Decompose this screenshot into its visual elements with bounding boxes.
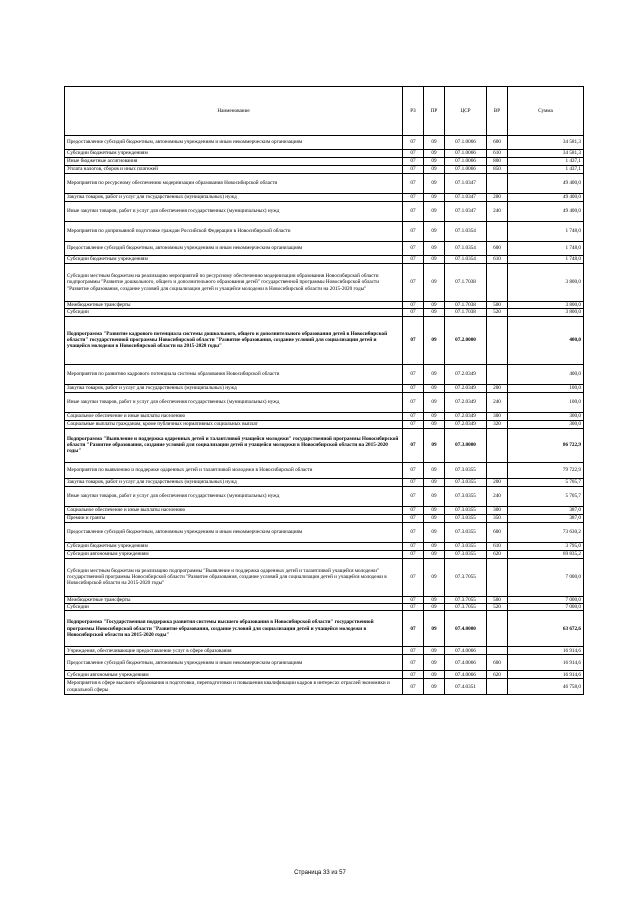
cell-pr: 09 [424,478,445,486]
cell-csr: 07.4.0066 [445,655,487,671]
header-pr: ПР [424,87,445,136]
cell-rz: 07 [403,364,424,384]
cell-vr: 600 [487,655,508,671]
cell-name: Предоставление субсидий бюджетным, автономным учреждениям и иным некоммерческим организациям [65,655,403,671]
cell-rz: 07 [403,166,424,174]
header-name: Наименование [65,87,403,136]
cell-vr: 610 [487,542,508,550]
cell-csr: 07.1.0347 [445,202,487,222]
cell-pr: 09 [424,596,445,603]
cell-vr: 240 [487,392,508,412]
cell-csr: 07.4.0000 [445,611,487,647]
cell-name: Подпрограмма "Выявление и поддержка одаренных детей и талантливой учащейся молодежи" государственной программы Новосибирской области "Развитие образования, создание условий для социализации детей и учащейся молодежи в Новосибирской области на 2015-2020 годы" [65,428,403,462]
cell-name: Закупка товаров, работ и услуг для государственных (муниципальных) нужд [65,194,403,202]
cell-rz: 07 [403,256,424,264]
cell-csr: 07.3.0355 [445,522,487,542]
cell-name: Субсидии бюджетным учреждениям [65,256,403,264]
table-row [65,486,584,506]
cell-pr: 09 [424,150,445,158]
cell-rz: 07 [403,655,424,671]
cell-csr: 07.1.0347 [445,194,487,202]
cell-csr: 07.3.0355 [445,462,487,478]
cell-name: Мероприятия по развитию кадрового потенциала системы образования Новосибирской области [65,364,403,384]
cell-vr: 620 [487,550,508,558]
cell-pr: 09 [424,384,445,392]
table-body [65,136,584,695]
cell-csr: 07.1.7038 [445,309,487,316]
header-rz: РЗ [403,87,424,136]
cell-name: Социальное обеспечение и иные выплаты населению [65,412,403,420]
cell-vr: 610 [487,150,508,158]
cell-sum: 49 400,0 [508,194,584,202]
cell-csr: 07.2.0349 [445,412,487,420]
table-row [65,558,584,596]
cell-vr [487,647,508,655]
cell-sum: 1 437,1 [508,166,584,174]
table-row [65,596,584,603]
cell-sum: 49 400,0 [508,202,584,222]
cell-csr: 07.3.0355 [445,542,487,550]
cell-vr [487,264,508,302]
cell-pr: 09 [424,222,445,242]
cell-csr: 07.3.0355 [445,486,487,506]
cell-pr: 09 [424,412,445,420]
cell-pr: 09 [424,136,445,150]
cell-rz: 07 [403,596,424,603]
cell-name: Субсидии [65,603,403,610]
cell-name: Иные закупки товаров, работ и услуг для обеспечения государственных (муниципальных) нужд [65,486,403,506]
cell-name: Предоставление субсидий бюджетным, автономным учреждениям и иным некоммерческим организациям [65,242,403,256]
cell-vr: 520 [487,603,508,610]
cell-sum: 387,0 [508,506,584,514]
cell-pr: 09 [424,392,445,412]
cell-sum: 86 722,9 [508,428,584,462]
header-sum: Сумма [508,87,584,136]
cell-vr: 600 [487,522,508,542]
cell-name: Межбюджетные трансферты [65,596,403,603]
table-row [65,647,584,655]
cell-csr: 07.4.0351 [445,679,487,695]
cell-sum: 5 705,7 [508,486,584,506]
cell-pr: 09 [424,514,445,522]
cell-pr: 09 [424,679,445,695]
table-row [65,412,584,420]
cell-vr [487,222,508,242]
cell-pr: 09 [424,316,445,364]
table-row [65,550,584,558]
cell-sum: 16 914,6 [508,671,584,679]
cell-vr: 500 [487,302,508,309]
cell-rz: 07 [403,679,424,695]
cell-sum: 73 630,2 [508,522,584,542]
cell-pr: 09 [424,550,445,558]
cell-name: Субсидии автономным учреждениям [65,550,403,558]
cell-csr: 07.1.0354 [445,242,487,256]
table-row [65,150,584,158]
cell-rz: 07 [403,222,424,242]
cell-rz: 07 [403,550,424,558]
cell-rz: 07 [403,647,424,655]
cell-name: Субсидии [65,309,403,316]
cell-pr: 09 [424,603,445,610]
cell-pr: 09 [424,302,445,309]
table-header-row [65,87,584,136]
cell-name: Учреждения, обеспечивающие предоставление услуг в сфере образования [65,647,403,655]
cell-name: Мероприятия по выявлению и поддержке одаренных детей и талантливой молодежи в Новосибирской области [65,462,403,478]
cell-csr: 07.2.0349 [445,392,487,412]
cell-vr: 850 [487,166,508,174]
table-row [65,478,584,486]
cell-sum: 7 000,0 [508,596,584,603]
cell-pr: 09 [424,542,445,550]
cell-pr: 09 [424,462,445,478]
cell-vr: 300 [487,412,508,420]
cell-rz: 07 [403,136,424,150]
cell-vr: 620 [487,671,508,679]
cell-rz: 07 [403,522,424,542]
cell-vr [487,462,508,478]
cell-name: Субсидии бюджетным учреждениям [65,542,403,550]
cell-pr: 09 [424,522,445,542]
cell-name: Иные бюджетные ассигнования [65,158,403,166]
cell-sum: 3 800,0 [508,302,584,309]
table-row [65,302,584,309]
cell-vr: 200 [487,478,508,486]
cell-sum: 79 722,9 [508,462,584,478]
cell-sum: 5 705,7 [508,478,584,486]
cell-sum: 69 835,2 [508,550,584,558]
budget-table [64,86,584,695]
cell-sum: 7 000,0 [508,603,584,610]
cell-sum: 400,0 [508,316,584,364]
cell-csr: 07.1.0066 [445,158,487,166]
cell-rz: 07 [403,302,424,309]
cell-pr: 09 [424,166,445,174]
cell-name: Подпрограмма "Развитие кадрового потенциала системы дошкольного, общего и дополнительного образования детей в Новосибирской области" государственной программы Новосибирской области "Развитие образования, создание условий для социализации детей и учащейся молодежи в Новосибирской области на 2015-2020 годы" [65,316,403,364]
cell-vr: 600 [487,242,508,256]
cell-sum: 300,0 [508,420,584,428]
cell-sum: 34 581,3 [508,150,584,158]
cell-vr [487,428,508,462]
table-row [65,514,584,522]
cell-rz: 07 [403,316,424,364]
table-row [65,316,584,364]
cell-rz: 07 [403,174,424,194]
cell-csr: 07.4.0066 [445,647,487,655]
cell-name: Межбюджетные трансферты [65,302,403,309]
cell-vr [487,558,508,596]
cell-csr: 07.1.0354 [445,256,487,264]
cell-sum: 3 800,0 [508,264,584,302]
cell-name: Премии и гранты [65,514,403,522]
table-row [65,671,584,679]
table-row [65,158,584,166]
cell-name: Мероприятия по допризывной подготовке граждан Российской Федерации в Новосибирской области [65,222,403,242]
cell-vr [487,679,508,695]
header-csr: ЦСР [445,87,487,136]
cell-vr: 300 [487,506,508,514]
table-row [65,542,584,550]
cell-name: Мероприятия по ресурсному обеспечению модернизации образования Новосибирской области [65,174,403,194]
table-row [65,428,584,462]
table-row [65,174,584,194]
cell-csr: 07.4.0066 [445,671,487,679]
cell-rz: 07 [403,420,424,428]
cell-vr [487,174,508,194]
cell-rz: 07 [403,264,424,302]
table-row [65,222,584,242]
cell-pr: 09 [424,202,445,222]
cell-pr: 09 [424,242,445,256]
cell-vr: 610 [487,256,508,264]
cell-pr: 09 [424,428,445,462]
cell-rz: 07 [403,392,424,412]
cell-sum: 34 581,3 [508,136,584,150]
cell-vr: 600 [487,136,508,150]
cell-csr: 07.3.0000 [445,428,487,462]
cell-rz: 07 [403,158,424,166]
cell-csr: 07.3.0355 [445,514,487,522]
cell-rz: 07 [403,202,424,222]
table-row [65,522,584,542]
table-row [65,392,584,412]
cell-sum: 7 000,0 [508,558,584,596]
cell-vr [487,611,508,647]
cell-rz: 07 [403,309,424,316]
cell-csr: 07.1.0066 [445,150,487,158]
cell-rz: 07 [403,242,424,256]
cell-rz: 07 [403,558,424,596]
cell-name: Субсидии местным бюджетам на реализацию подпрограммы "Выявление и поддержка одаренных детей и талантливой учащейся молодежи" государственной программы Новосибирской области "Развитие образования, создание условий для социализации детей и учащейся молодежи в Новосибирской области на 2015-2020 годы" [65,558,403,596]
cell-csr: 07.1.7038 [445,302,487,309]
table-row [65,136,584,150]
cell-vr: 240 [487,202,508,222]
cell-csr: 07.3.0355 [445,478,487,486]
cell-name: Подпрограмма "Государственная поддержка развития системы высшего образования в Новосибирской области" государственной программы Новосибирской области "Развитие образования, создание условий для социализации детей и учащейся молодежи в Новосибирской области на 2015-2020 годы" [65,611,403,647]
table-row [65,506,584,514]
cell-pr: 09 [424,194,445,202]
cell-csr: 07.3.7055 [445,603,487,610]
cell-csr: 07.3.7055 [445,596,487,603]
cell-name: Социальные выплаты гражданам, кроме публичных нормативных социальных выплат [65,420,403,428]
cell-vr: 200 [487,384,508,392]
cell-csr: 07.1.7038 [445,264,487,302]
cell-rz: 07 [403,603,424,610]
cell-rz: 07 [403,384,424,392]
cell-vr: 320 [487,420,508,428]
cell-vr: 200 [487,194,508,202]
cell-rz: 07 [403,514,424,522]
cell-pr: 09 [424,309,445,316]
cell-vr: 520 [487,309,508,316]
cell-sum: 3 795,0 [508,542,584,550]
table-row [65,309,584,316]
cell-rz: 07 [403,428,424,462]
cell-csr: 07.1.0066 [445,136,487,150]
cell-rz: 07 [403,478,424,486]
cell-csr: 07.2.0349 [445,384,487,392]
cell-rz: 07 [403,486,424,506]
cell-rz: 07 [403,542,424,550]
cell-sum: 100,0 [508,392,584,412]
table-row [65,166,584,174]
cell-vr: 240 [487,486,508,506]
cell-sum: 1 748,0 [508,242,584,256]
cell-sum: 1 748,0 [508,256,584,264]
cell-csr: 07.2.0349 [445,364,487,384]
cell-pr: 09 [424,611,445,647]
cell-rz: 07 [403,611,424,647]
cell-name: Субсидии бюджетным учреждениям [65,150,403,158]
cell-name: Субсидии местным бюджетам на реализацию мероприятий по ресурсному обеспечению модернизации образования Новосибирской области подпрограммы "Развитие дошкольного, общего и дополнительного образования детей" государственной программы Новосибирской области "Развитие образования, создание условий для социализации детей и учащейся молодежи в Новосибирской области на 2015-2020 годы" [65,264,403,302]
cell-sum: 400,0 [508,364,584,384]
cell-rz: 07 [403,194,424,202]
cell-rz: 07 [403,412,424,420]
table-row [65,679,584,695]
cell-pr: 09 [424,256,445,264]
cell-csr: 07.2.0349 [445,420,487,428]
cell-pr: 09 [424,655,445,671]
cell-name: Закупка товаров, работ и услуг для государственных (муниципальных) нужд [65,384,403,392]
cell-name: Субсидии автономным учреждениям [65,671,403,679]
table-row [65,655,584,671]
cell-sum: 1 748,0 [508,222,584,242]
cell-rz: 07 [403,150,424,158]
cell-vr [487,364,508,384]
cell-sum: 387,0 [508,514,584,522]
cell-pr: 09 [424,671,445,679]
table-row [65,242,584,256]
cell-pr: 09 [424,647,445,655]
cell-sum: 16 914,6 [508,655,584,671]
cell-vr: 800 [487,158,508,166]
cell-name: Предоставление субсидий бюджетным, автономным учреждениям и иным некоммерческим организациям [65,522,403,542]
page-number: Страница 33 из 57 [294,870,346,876]
cell-rz: 07 [403,462,424,478]
cell-sum: 3 800,0 [508,309,584,316]
cell-sum: 46 758,0 [508,679,584,695]
table-row [65,462,584,478]
header-vr: ВР [487,87,508,136]
cell-csr: 07.3.7055 [445,558,487,596]
table-row [65,202,584,222]
cell-name: Закупка товаров, работ и услуг для государственных (муниципальных) нужд [65,478,403,486]
table-row [65,603,584,610]
cell-name: Социальное обеспечение и иные выплаты населению [65,506,403,514]
cell-pr: 09 [424,174,445,194]
cell-pr: 09 [424,264,445,302]
budget-table-container [64,86,583,695]
cell-csr: 07.1.0347 [445,174,487,194]
cell-pr: 09 [424,506,445,514]
cell-csr: 07.3.0355 [445,550,487,558]
cell-name: Иные закупки товаров, работ и услуг для обеспечения государственных (муниципальных) нужд [65,392,403,412]
table-row [65,384,584,392]
cell-csr: 07.2.0000 [445,316,487,364]
table-row [65,364,584,384]
cell-csr: 07.1.0066 [445,166,487,174]
cell-csr: 07.3.0355 [445,506,487,514]
cell-name: Мероприятия в сфере высшего образования и подготовки, переподготовки и повышения квалификации кадров в интересах отраслей экономики и социальной сферы [65,679,403,695]
cell-sum: 49 400,0 [508,174,584,194]
cell-name: Иные закупки товаров, работ и услуг для обеспечения государственных (муниципальных) нужд [65,202,403,222]
cell-csr: 07.1.0354 [445,222,487,242]
cell-sum: 16 914,6 [508,647,584,655]
table-row [65,611,584,647]
cell-sum: 1 437,1 [508,158,584,166]
cell-pr: 09 [424,364,445,384]
cell-vr [487,316,508,364]
cell-name: Уплата налогов, сборов и иных платежей [65,166,403,174]
cell-name: Предоставление субсидий бюджетным, автономным учреждениям и иным некоммерческим организациям [65,136,403,150]
cell-vr: 500 [487,596,508,603]
table-row [65,256,584,264]
cell-rz: 07 [403,671,424,679]
table-row [65,264,584,302]
cell-pr: 09 [424,558,445,596]
cell-rz: 07 [403,506,424,514]
table-row [65,420,584,428]
cell-pr: 09 [424,158,445,166]
cell-pr: 09 [424,486,445,506]
table-row [65,194,584,202]
cell-sum: 100,0 [508,384,584,392]
cell-sum: 63 672,6 [508,611,584,647]
cell-pr: 09 [424,420,445,428]
cell-vr: 350 [487,514,508,522]
cell-sum: 300,0 [508,412,584,420]
